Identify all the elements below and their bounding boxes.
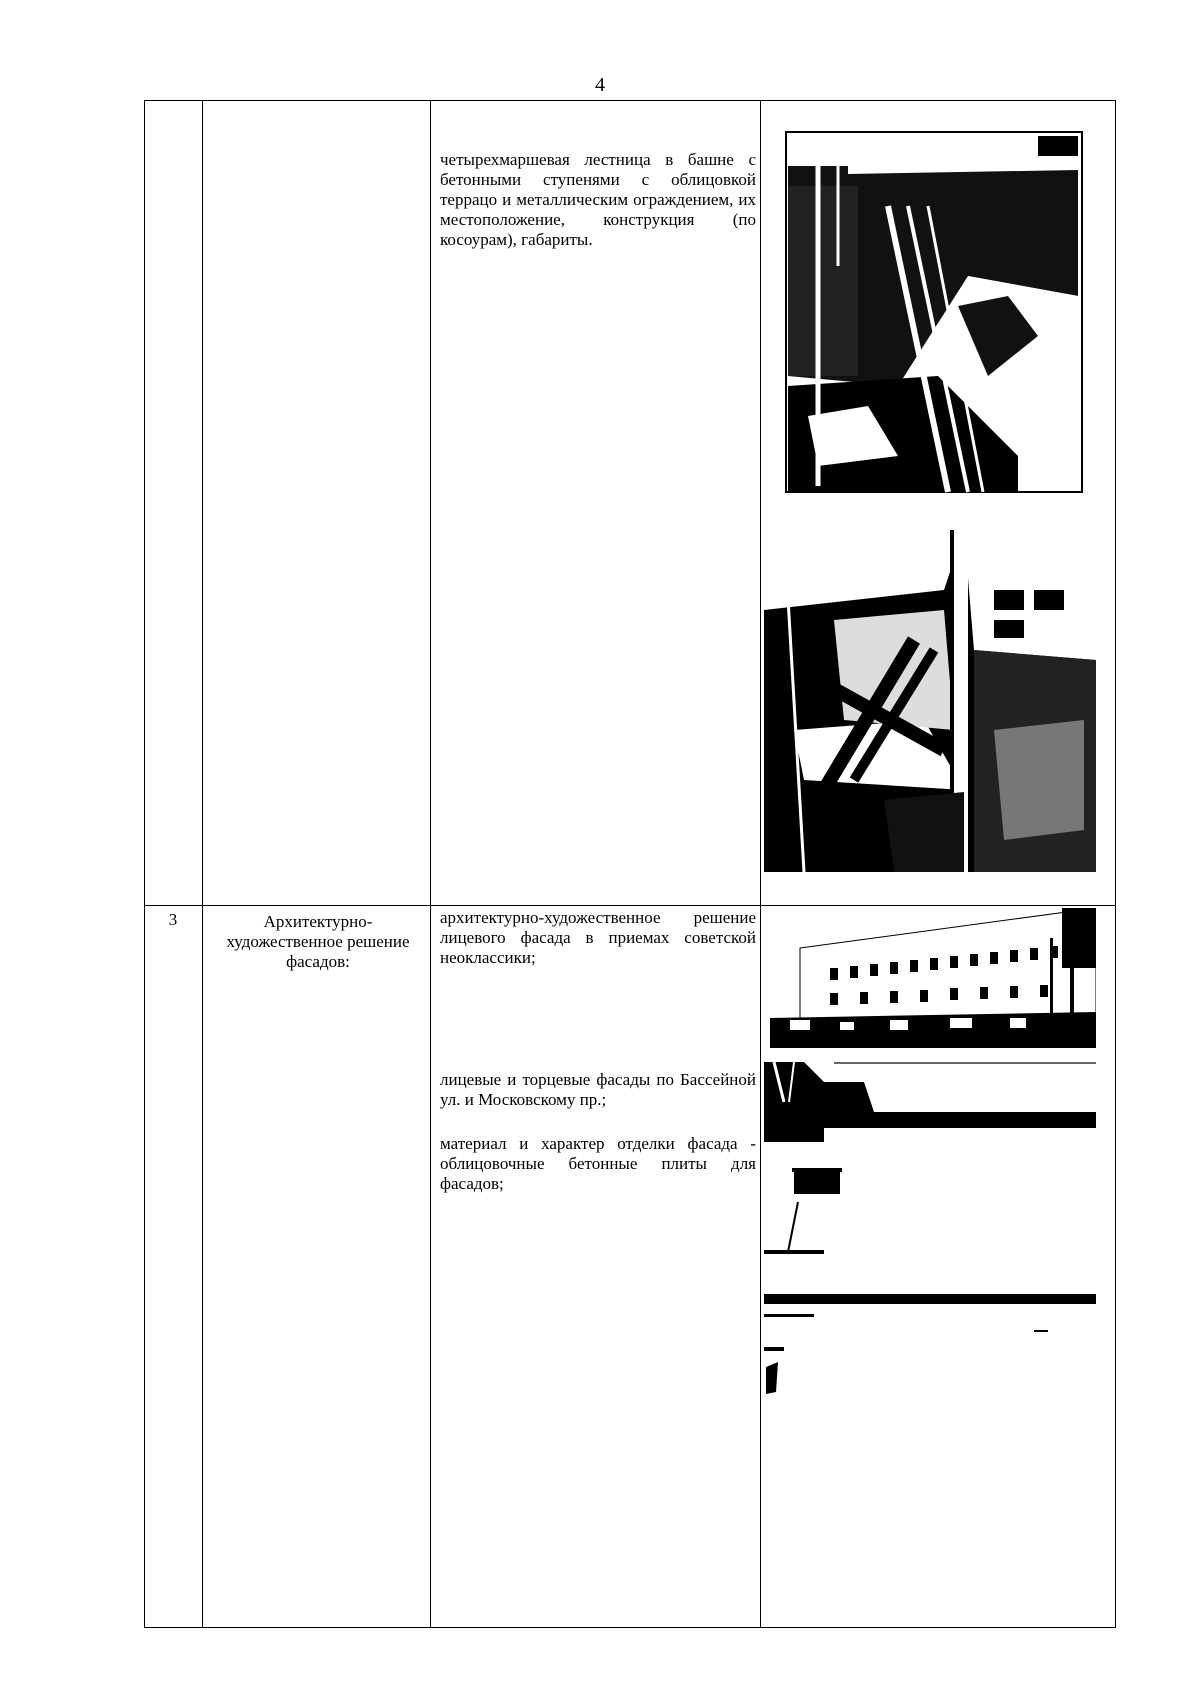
- row-2-name: Архитектурно-художественное решение фасадов:: [226, 912, 410, 971]
- staircase-photo: [778, 126, 1090, 498]
- column-divider: [760, 100, 761, 1628]
- row-2-item-1: архитектурно-художественное решение лицевого фасада в приемах советской неоклассики;: [440, 908, 756, 967]
- column-divider: [202, 100, 203, 1628]
- railing-photo: [764, 530, 1096, 872]
- row-divider: [144, 905, 1116, 906]
- column-divider: [430, 100, 431, 1628]
- heritage-table: [144, 100, 1116, 1628]
- row-2-number: 3: [168, 910, 178, 929]
- row-2-item-2: лицевые и торцевые фасады по Бассейной ул. и Московскому пр.;: [440, 1070, 756, 1109]
- facade-street-photo: [770, 908, 1096, 1048]
- row-1-item-1: четырехмаршевая лестница в башне с бетонными ступенями с облицовкой террацо и металлическим ограждением, их местоположение, конструкция (по косоурам), габариты.: [440, 150, 756, 249]
- row-2-item-3: материал и характер отделки фасада - облицовочные бетонные плиты для фасадов;: [440, 1134, 756, 1193]
- facade-wall-photo: [764, 1062, 1096, 1422]
- page-number: 4: [595, 74, 605, 96]
